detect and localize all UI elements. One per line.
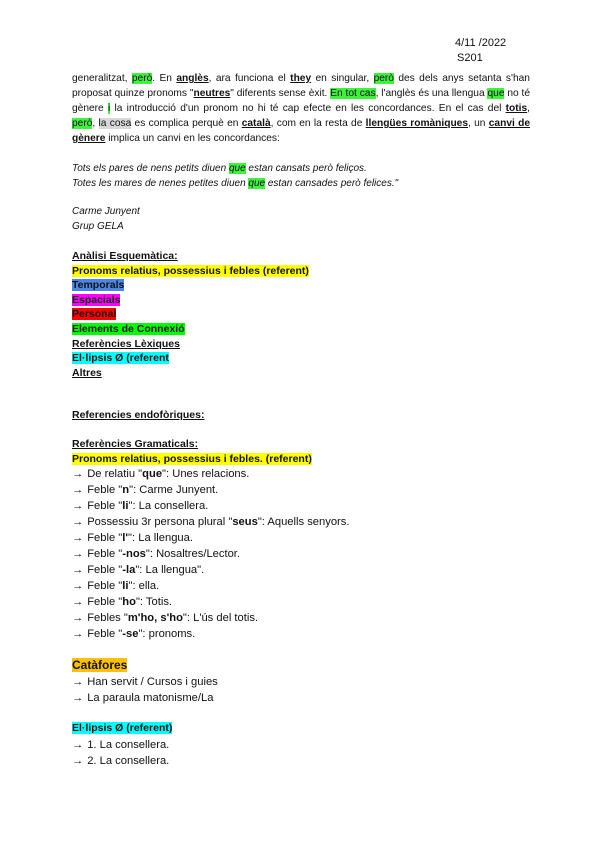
item-key: -se (122, 628, 139, 640)
legend-label: Personal (72, 308, 117, 321)
list-item (72, 466, 349, 482)
grammatical-title: Referències Gramaticals: (72, 438, 199, 450)
legend-item (72, 322, 309, 337)
lexical-ref: anglès (176, 73, 209, 84)
text-run: . En (152, 73, 177, 84)
arrow-icon: → (72, 692, 84, 704)
text-run: , (92, 118, 99, 129)
text-run: des dels anys setanta s'han proposat quinze pronoms " (72, 73, 530, 99)
arrow-icon: → (72, 676, 84, 688)
list-item (72, 578, 349, 594)
list-item (72, 737, 169, 753)
list-item (72, 753, 169, 769)
legend-item (72, 337, 309, 352)
item-suffix: ": pronoms. (138, 628, 196, 640)
item-prefix: Feble " (87, 628, 123, 640)
list-item (72, 514, 349, 530)
item-suffix: ": Totis. (135, 596, 173, 608)
arrow-icon: → (72, 755, 84, 767)
item-text: 1. La consellera. (87, 739, 170, 751)
connector-highlight: però (72, 118, 93, 129)
text-run: , (527, 103, 530, 114)
item-key: seus (232, 516, 258, 528)
item-prefix: De relatiu " (87, 468, 143, 480)
quote-block (72, 161, 532, 191)
item-prefix: Feble " (87, 596, 123, 608)
item-key: -la (122, 564, 136, 576)
text-run: Tots els pares de nens petits diuen (72, 163, 229, 174)
legend-label: El·lipsis Ø (referent (72, 352, 169, 365)
item-key: m'ho, s'ho (127, 612, 183, 624)
item-prefix: Feble " (87, 532, 123, 544)
item-suffix: ": Carme Junyent. (129, 484, 219, 496)
catafores-title: Catàfores (72, 658, 128, 672)
item-prefix: Febles " (87, 612, 128, 624)
legend-item (72, 293, 309, 308)
arrow-icon: → (72, 532, 84, 544)
list-item (72, 546, 349, 562)
header-date-block (455, 36, 506, 66)
quote-line-1 (72, 161, 532, 176)
author-name: Carme Junyent (72, 206, 140, 217)
connector-highlight: però (131, 73, 153, 84)
list-item (72, 530, 349, 546)
legend-item (72, 351, 309, 366)
legend-label: Referències Lèxiques (72, 337, 180, 350)
catafores-list (72, 674, 218, 706)
item-key: li (122, 580, 129, 592)
quote-line-2 (72, 176, 532, 191)
item-suffix: ": La llengua". (135, 564, 205, 576)
list-item (72, 674, 218, 690)
text-run: , ara funciona el (208, 73, 291, 84)
item-suffix: ": La llengua. (128, 532, 193, 544)
item-prefix: Possessiu 3r persona plural " (87, 516, 233, 528)
arrow-icon: → (72, 516, 84, 528)
other-highlight: la cosa (98, 118, 132, 129)
arrow-icon: → (72, 596, 84, 608)
legend-item (72, 307, 309, 322)
connector-highlight: que (228, 163, 246, 174)
ellipsis-list (72, 737, 169, 769)
list-item (72, 690, 218, 706)
item-prefix: Feble " (87, 548, 123, 560)
legend-item (72, 278, 309, 293)
item-text: La paraula matonisme/La (87, 692, 214, 704)
endophoric-title: Referencies endofòriques: (72, 409, 205, 421)
item-suffix: ": ella. (128, 580, 160, 592)
date-text: 4/11 /2022 (455, 37, 507, 49)
lexical-ref: they (290, 73, 312, 84)
legend-label: Pronoms relatius, possessius i febles (referent) (72, 264, 309, 277)
text-run: generalitzat, (72, 73, 132, 84)
lexical-ref: llengües romàniques (365, 118, 469, 129)
item-prefix: Feble " (87, 484, 123, 496)
item-key: l' (122, 532, 129, 544)
item-suffix: ": Aquells senyors. (257, 516, 350, 528)
legend-title: Anàlisi Esquemàtica: (72, 250, 178, 262)
list-item (72, 626, 349, 642)
lexical-ref: català (241, 118, 271, 129)
grammatical-subtitle (72, 453, 312, 465)
list-item (72, 594, 349, 610)
signature (72, 204, 532, 234)
text-run: , l'anglès és una llengua (375, 88, 488, 99)
group-name: Grup GELA (72, 221, 124, 232)
connector-highlight: que (487, 88, 505, 99)
legend-label: Espacials (72, 293, 121, 306)
lexical-ref: totis (505, 103, 528, 114)
legend-label: Elements de Connexió (72, 322, 185, 335)
text-run: estan cansades però felices." (265, 178, 399, 189)
item-key: li (122, 500, 129, 512)
item-text: 2. La consellera. (87, 755, 170, 767)
connector-highlight: però (373, 73, 394, 84)
text-run: en singular, (311, 73, 374, 84)
connector-highlight: En tot cas (330, 88, 376, 99)
item-key: n (122, 484, 130, 496)
subtitle-text: Pronoms relatius, possessius i febles. (referent) (72, 453, 312, 465)
item-suffix: ": Unes relacions. (162, 468, 250, 480)
item-suffix: ": L'ús del totis. (182, 612, 259, 624)
item-suffix: ": La consellera. (128, 500, 209, 512)
legend-label: Temporals (72, 279, 125, 292)
item-prefix: Feble " (87, 564, 123, 576)
arrow-icon: → (72, 739, 84, 751)
grammatical-list (72, 466, 349, 642)
text-run: no té gènere (72, 88, 531, 114)
item-key: -nos (122, 548, 146, 560)
text-run: " diferents sense èxit. (230, 88, 331, 99)
item-text: Han servit / Cursos i guies (87, 676, 218, 688)
legend-item (72, 366, 309, 381)
arrow-icon: → (72, 628, 84, 640)
lexical-ref: canvi de gènere (72, 118, 530, 144)
arrow-icon: → (72, 580, 84, 592)
arrow-icon: → (72, 468, 84, 480)
text-run: es complica perquè en (131, 118, 242, 129)
body-paragraph (72, 71, 530, 146)
course-code: S201 (457, 52, 483, 64)
arrow-icon: → (72, 564, 84, 576)
legend-item (72, 264, 309, 279)
text-run: , un (468, 118, 489, 129)
arrow-icon: → (72, 484, 84, 496)
arrow-icon: → (72, 548, 84, 560)
legend-label: Altres (72, 366, 102, 379)
lexical-ref: neutres (193, 88, 231, 99)
connector-highlight: que (248, 178, 266, 189)
text-run: la introducció d'un pronom no hi té cap efecte en les concordances. En el cas del (110, 103, 506, 114)
text-run: estan cansats però feliços. (245, 163, 367, 174)
legend (72, 249, 309, 380)
list-item (72, 498, 349, 514)
item-suffix: ": Nosaltres/Lector. (145, 548, 241, 560)
item-key: ho (122, 596, 136, 608)
list-item (72, 482, 349, 498)
item-prefix: Feble " (87, 580, 123, 592)
text-run: Totes les mares de nenes petites diuen (72, 178, 249, 189)
list-item (72, 562, 349, 578)
item-prefix: Feble " (87, 500, 123, 512)
arrow-icon: → (72, 500, 84, 512)
arrow-icon: → (72, 612, 84, 624)
text-run: , com en la resta de (270, 118, 366, 129)
connector-highlight: i (107, 103, 111, 114)
list-item (72, 610, 349, 626)
item-key: que (142, 468, 163, 480)
text-run: implica un canvi en les concordances: (105, 133, 280, 144)
ellipsis-title: El·lipsis Ø (referent) (72, 722, 173, 734)
